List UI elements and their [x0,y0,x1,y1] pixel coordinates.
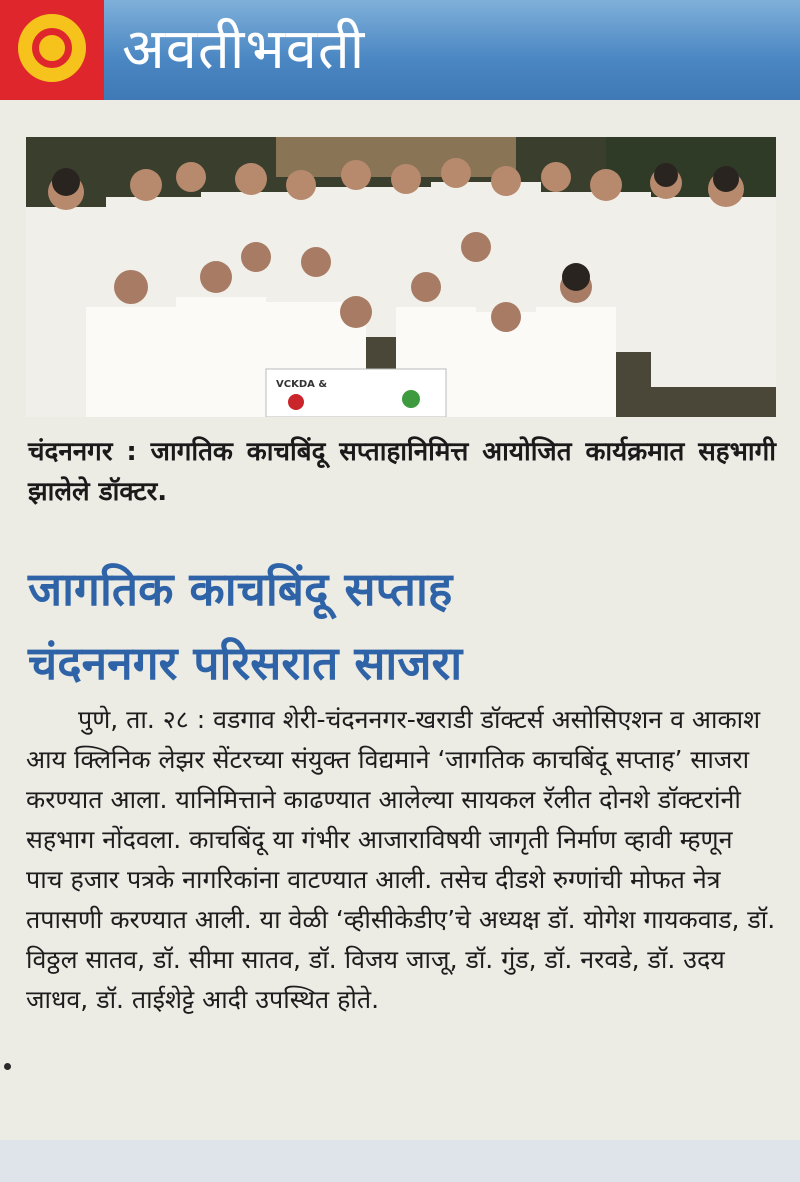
logo [0,0,104,100]
headline [28,552,768,700]
group-photo [26,137,776,417]
circular-arrows-logo-icon [18,14,86,82]
photo-caption: चंदननगर : जागतिक काचबिंदू सप्ताहानिमित्त आयोजित कार्यक्रमात सहभागी झालेले डॉक्टर. [28,437,776,507]
margin-dot-icon [4,1063,11,1070]
group-photo-icon [26,137,776,417]
article-body: पुणे, ता. २८ : वडगाव शेरी-चंदननगर-खराडी डॉक्टर्स असोसिएशन व आकाश आय क्लिनिक लेझर सेंटरच्या संयुक्त विद्यमाने ‘जागतिक काचबिंदू सप्ताह’ साजरा करण्यात आला. यानिमित्ताने काढण्यात आलेल्या सायकल रॅलीत दोनशे डॉक्टरांनी सहभाग नोंदवला. काचबिंदू या गंभीर आजाराविषयी जागृती निर्माण व्हावी म्हणून पाच हजार पत्रके नागरिकांना वाटण्यात आली. तसेच दीडशे रुग्णांची मोफत नेत्र तपासणी करण्यात आली. या वेळी ‘व्हीसीकेडीए’चे अध्यक्ष डॉ. योगेश गायकवाड, डॉ. विठ्ठल सातव, डॉ. सीमा सातव, डॉ. विजय जाजू, डॉ. गुंड, डॉ. नरवडे, डॉ. उदय जाधव, डॉ. ताईशेट्टे आदी उपस्थित होते. [26,705,776,1014]
bird-logo-icon [402,390,420,408]
section-title: अवतीभवती [122,17,366,82]
section-header [0,0,800,100]
eye-logo-icon [288,394,304,410]
bottom-strip [0,1140,800,1182]
headline-line-2: चंदननगर परिसरात साजरा [28,636,463,690]
banner-left-text: VCKDA & [276,379,328,390]
headline-line-1: जागतिक काचबिंदू सप्ताह [28,562,453,616]
